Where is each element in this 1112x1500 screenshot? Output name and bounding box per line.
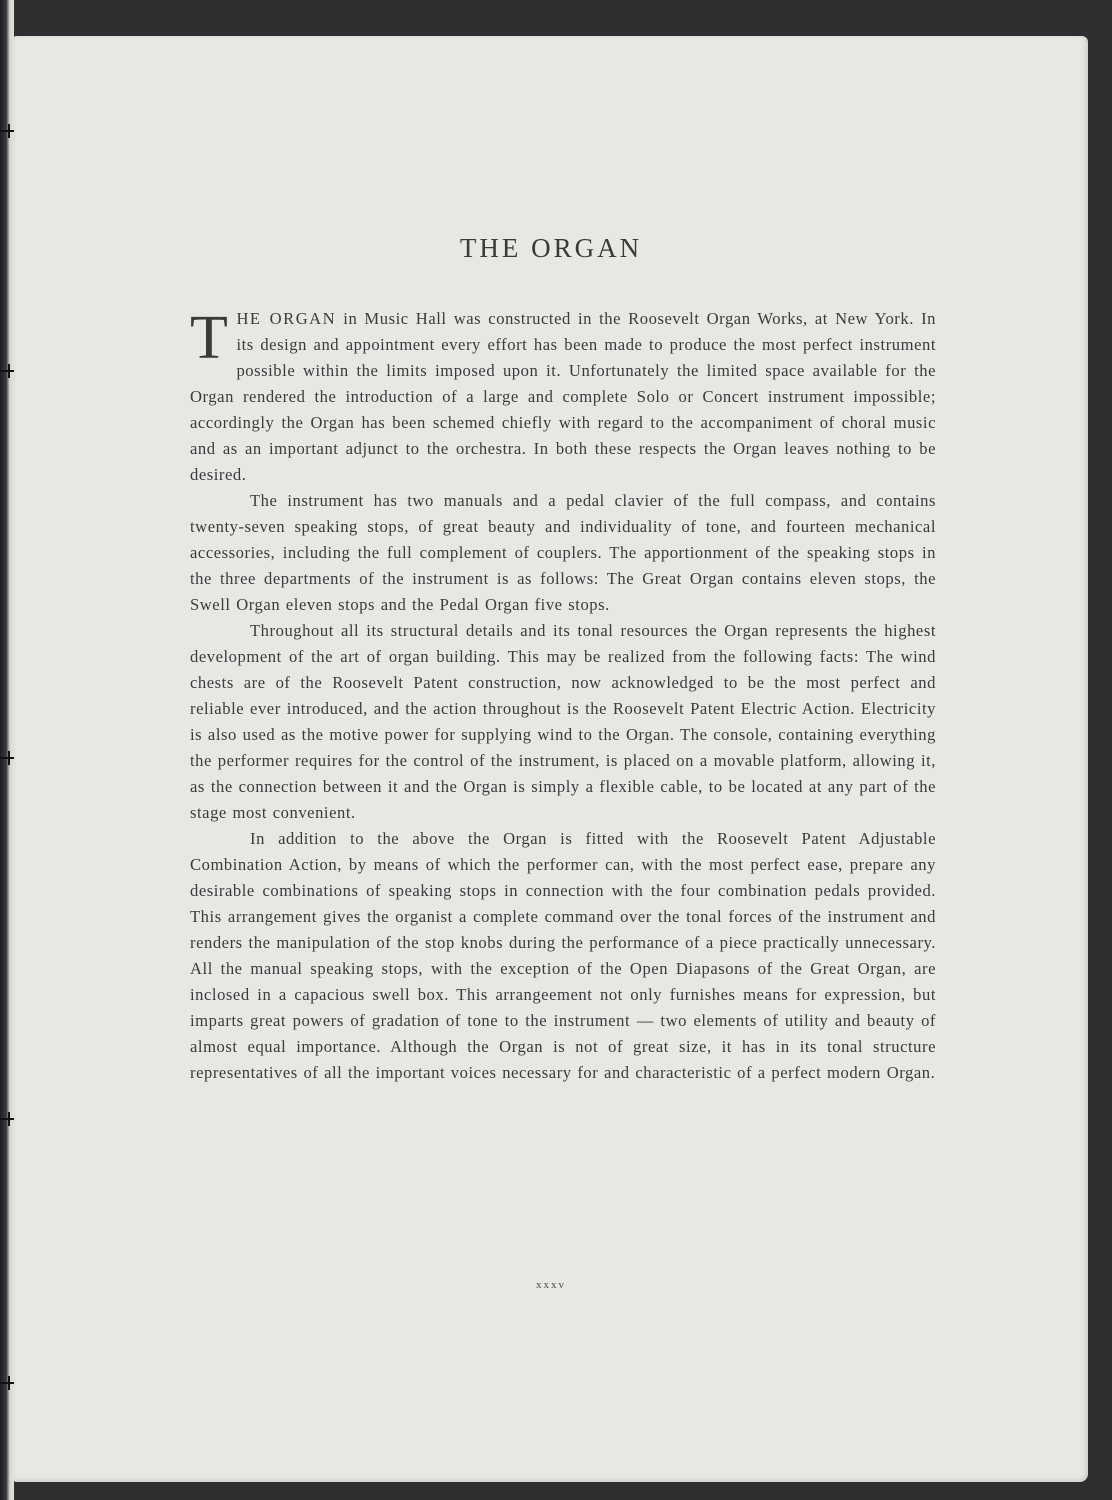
lead-caps: HE ORGAN: [236, 309, 337, 328]
document-page: [14, 36, 1088, 1482]
paragraph-2: The instrument has two manuals and a pedal clavier of the full compass, and contains twenty-seven speaking stops, of great beauty and individuality of tone, and fourteen mechanical accessories, including the full complement of couplers. The apportionment of the speaking stops in the three departments of the instrument is as follows: The Great Organ contains eleven stops, the Swell Organ eleven stops and the Pedal Organ five stops.: [190, 491, 936, 614]
drop-cap: T: [190, 304, 229, 372]
page-title: THE ORGAN: [459, 233, 643, 263]
page-number: xxxv: [536, 1279, 566, 1291]
book-binding: [0, 0, 14, 1500]
paragraph-1: [190, 306, 936, 488]
article-body: [190, 306, 936, 1086]
paragraph-1-text: in Music Hall was constructed in the Roosevelt Organ Works, at New York. In its design and appointment every effort has been made to produce the most perfect instrument possible within the limits imposed upon it. Unfortunately the limited space available for the Organ rendered the introduction of a large and complete Solo or Concert instrument impossible; accordingly the Organ has been schemed chiefly with regard to the accompaniment of choral music and as an important adjunct to the orchestra. In both these respects the Organ leaves nothing to be desired.: [190, 309, 936, 484]
paragraph-3: Throughout all its structural details and its tonal resources the Organ represents the highest development of the art of organ building. This may be realized from the following facts: The wind chests are of the Roosevelt Patent construction, now acknowledged to be the most perfect and reliable ever introduced, and the action throughout is the Roosevelt Patent Electric Action. Electricity is also used as the motive power for supplying wind to the Organ. The console, containing everything the performer requires for the control of the instrument, is placed on a movable platform, allowing it, as the connection between it and the Organ is simply a flexible cable, to be located at any part of the stage most convenient.: [190, 621, 936, 822]
paragraph-4: In addition to the above the Organ is fitted with the Roosevelt Patent Adjustable Combination Action, by means of which the performer can, with the most perfect ease, prepare any desirable combinations of speaking stops in connection with the four combination pedals provided. This arrangement gives the organist a complete command over the tonal forces of the instrument and renders the manipulation of the stop knobs during the performance of a piece practically unnecessary. All the manual speaking stops, with the exception of the Open Diapasons of the Great Organ, are inclosed in a capacious swell box. This arrangeement not only furnishes means for expression, but imparts great powers of gradation of tone to the instrument — two elements of utility and beauty of almost equal importance. Although the Organ is not of great size, it has in its tonal structure representatives of all the important voices necessary for and characteristic of a perfect modern Organ.: [190, 829, 936, 1082]
